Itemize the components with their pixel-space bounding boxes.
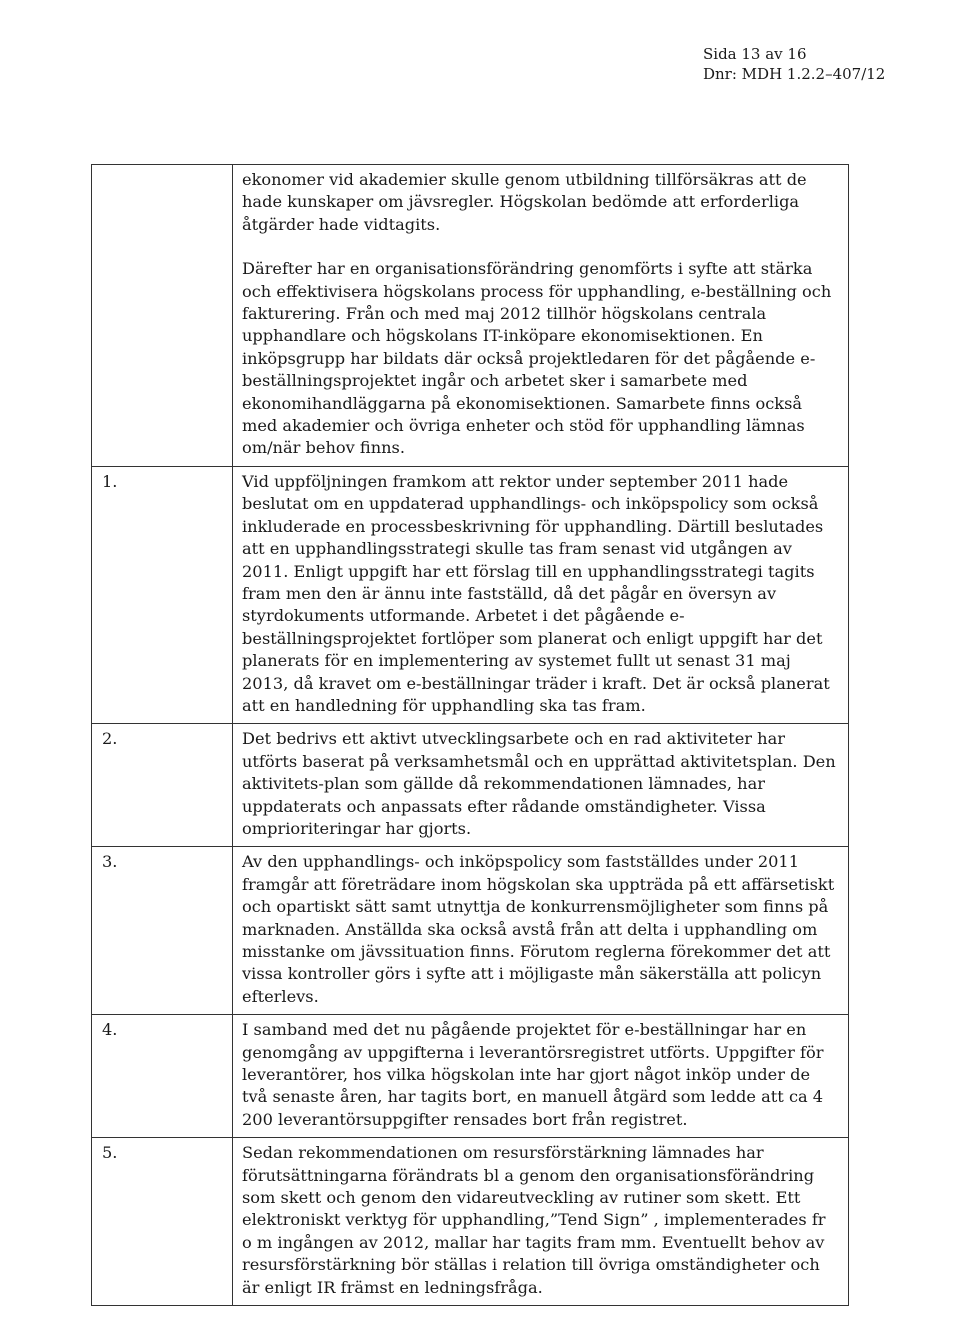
table-row bbox=[92, 165, 849, 467]
table-row bbox=[92, 1138, 849, 1306]
row-number: 2. bbox=[92, 724, 233, 847]
row-number: 1. bbox=[92, 466, 233, 723]
table-row bbox=[92, 847, 849, 1015]
row-text bbox=[233, 724, 849, 847]
page-number: Sida 13 av 16 bbox=[703, 45, 807, 63]
row-number bbox=[92, 165, 233, 467]
row-number: 5. bbox=[92, 1138, 233, 1306]
row-paragraph: Vid uppföljningen framkom att rektor under september 2011 hade beslutat om en uppdaterad upphandlings- och inköpspolicy som också inkluderade en processbeskrivning för upphandling. Därtill beslutades att en upphandlingsstrategi skulle tas fram senast vid utgången av 2011. Enligt uppgift har ett förslag till en upphandlingsstrategi tagits fram men den är ännu inte fastställd, då det pågår en översyn av styrdokuments utformande. Arbetet i det pågående e-beställningsprojektet fortlöper som planerat och enligt uppgift har det planerats för en implementering av systemet fullt ut senast 31 maj 2013, då kravet om e-beställningar träder i kraft. Det är också planerat att en handledning för upphandling ska tas fram. bbox=[242, 471, 830, 715]
row-text bbox=[233, 1015, 849, 1138]
row-text bbox=[233, 847, 849, 1015]
row-text bbox=[233, 165, 849, 467]
row-text bbox=[233, 466, 849, 723]
document-number: Dnr: MDH 1.2.2–407/12 bbox=[703, 65, 886, 83]
row-number: 4. bbox=[92, 1015, 233, 1138]
table-row bbox=[92, 1015, 849, 1138]
row-paragraph: Det bedrivs ett aktivt utvecklingsarbete och en rad aktiviteter har utförts baserat på verksamhetsmål och en upprättad aktivitetsplan. Den aktivitets-plan som gällde då rekommendationen lämnades, har uppdaterats och anpassats efter rådande omständigheter. Vissa omprioriteringar har gjorts. bbox=[242, 729, 836, 838]
row-text bbox=[233, 1138, 849, 1306]
row-paragraph: I samband med det nu pågående projektet för e-beställningar har en genomgång av uppgifterna i leverantörsregistret utförts. Uppgifter för leverantörer, hos vilka högskolan inte har gjort något inköp under de två senaste åren, har tagits bort, en manuell åtgärd som ledde att ca 4 200 leverantörsuppgifter rensades bort från registret. bbox=[242, 1020, 824, 1129]
page-header bbox=[703, 44, 885, 84]
row-paragraph: ekonomer vid akademier skulle genom utbildning tillförsäkras att de hade kunskaper om jävsregler. Högskolan bedömde att erforderliga åtgärder hade vidtagits. bbox=[242, 170, 807, 234]
follow-up-table bbox=[91, 164, 849, 1306]
row-paragraph: Av den upphandlings- och inköpspolicy som fastställdes under 2011 framgår att företrädare inom högskolan ska uppträda på ett affärsetiskt och opartiskt sätt samt utnyttja de konkurrensmöjligheter som finns på marknaden. Anställda ska också avstå från att delta i upphandling om misstanke om jävssituation finns. Förutom reglerna förekommer det att vissa kontroller görs i syfte att i möjligaste mån säkerställa att policyn efterlevs. bbox=[242, 852, 835, 1006]
table-row bbox=[92, 724, 849, 847]
table-row bbox=[92, 466, 849, 723]
row-paragraph: Därefter har en organisationsförändring genomförts i syfte att stärka och effektivisera högskolans process för upphandling, e-beställning och fakturering. Från och med maj 2012 tillhör högskolans centrala upphandlare och högskolans IT-inköpare ekonomisektionen. En inköpsgrupp har bildats där också projektledaren för det pågående e-beställningsprojektet ingår och arbetet sker i samarbete med ekonomihandläggarna på ekonomisektionen. Samarbete finns också med akademier och övriga enheter och stöd för upphandling lämnas om/när behov finns. bbox=[242, 259, 832, 458]
row-number: 3. bbox=[92, 847, 233, 1015]
row-paragraph: Sedan rekommendationen om resursförstärkning lämnades har förutsättningarna förändrats bl a genom den organisationsförändring som skett och genom den vidareutveckling av rutiner som skett. Ett elektroniskt verktyg för upphandling,”Tend Sign” , implementerades fr o m ingången av 2012, mallar har tagits fram mm. Eventuellt behov av resursförstärkning bör ställas i relation till övriga omständigheter och är enligt IR främst en ledningsfråga. bbox=[242, 1143, 826, 1297]
